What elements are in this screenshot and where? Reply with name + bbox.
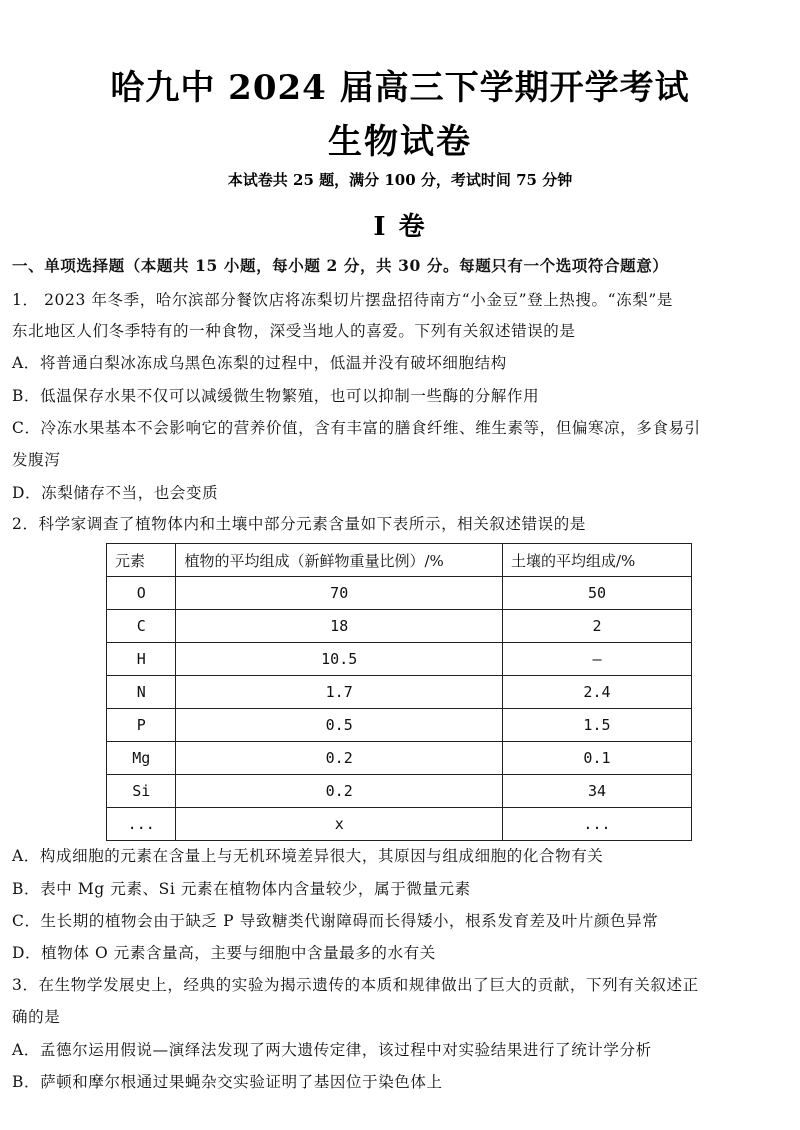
table-cell: H: [107, 643, 176, 676]
exam-info: 本试卷共 25 题，满分 100 分，考试时间 75 分钟: [227, 171, 573, 189]
table-cell: 0.2: [176, 775, 503, 808]
header-element: 元素: [107, 544, 176, 577]
table-cell: 2: [502, 610, 691, 643]
table-cell: 0.2: [176, 742, 503, 775]
q3-option-a: A．孟德尔运用假说—演绎法发现了两大遗传定律，该过程中对实验结果进行了统计学分析: [12, 1041, 652, 1059]
header-plant: 植物的平均组成（新鲜物重量比例）/%: [176, 544, 503, 577]
q1-stem-line2: 东北地区人们冬季特有的一种食物，深受当地人的喜爱。下列有关叙述错误的是: [12, 322, 576, 340]
q1-stem-line1: 1． 2023 年冬季，哈尔滨部分餐饮店将冻梨切片摆盘招待南方“小金豆”登上热搜。“冻梨”是: [12, 291, 673, 309]
q1-option-a: A．将普通白梨冰冻成乌黑色冻梨的过程中，低温并没有破坏细胞结构: [12, 354, 507, 372]
table-cell: C: [107, 610, 176, 643]
element-content-table: [106, 543, 692, 841]
table-row: [107, 577, 692, 610]
table-row: [107, 709, 692, 742]
q1-option-c-line1: C．冷冻水果基本不会影响它的营养价值，含有丰富的膳食纤维、维生素等，但偏寒凉，多食易引: [12, 419, 701, 437]
table-cell: 50: [502, 577, 691, 610]
table-row: [107, 643, 692, 676]
table-cell: 0.5: [176, 709, 503, 742]
table-cell: Si: [107, 775, 176, 808]
table-cell: ...: [502, 808, 691, 841]
q2-option-b: B．表中 Mg 元素、Si 元素在植物体内含量较少，属于微量元素: [12, 880, 471, 898]
table-cell: 1.5: [502, 709, 691, 742]
q2-stem: 2．科学家调查了植物体内和土壤中部分元素含量如下表所示，相关叙述错误的是: [12, 515, 586, 533]
table-cell: N: [107, 676, 176, 709]
table-cell: 70: [176, 577, 503, 610]
table-cell: O: [107, 577, 176, 610]
q3-stem-line2: 确的是: [12, 1008, 61, 1026]
q2-option-a: A．构成细胞的元素在含量上与无机环境差异很大，其原因与组成细胞的化合物有关: [12, 847, 604, 865]
q1-option-c-line2: 发腹泻: [12, 451, 61, 469]
table-row: [107, 808, 692, 841]
table-cell: 34: [502, 775, 691, 808]
q2-option-c: C．生长期的植物会由于缺乏 P 导致糖类代谢障碍而长得矮小，根系发育差及叶片颜色异常: [12, 912, 659, 930]
table-row: [107, 742, 692, 775]
q1-option-d: D．冻梨储存不当，也会变质: [12, 484, 219, 502]
exam-title: 哈九中 2024 届高三下学期开学考试: [110, 68, 690, 108]
table-cell: P: [107, 709, 176, 742]
table-cell: 1.7: [176, 676, 503, 709]
subject-title: 生物试卷: [328, 122, 472, 162]
volume-heading: I 卷: [373, 212, 427, 242]
table-cell: x: [176, 808, 503, 841]
q2-option-d: D．植物体 O 元素含量高，主要与细胞中含量最多的水有关: [12, 944, 436, 962]
table-cell: Mg: [107, 742, 176, 775]
table-row: [107, 610, 692, 643]
header-soil: 土壤的平均组成/%: [502, 544, 691, 577]
table-cell: ...: [107, 808, 176, 841]
q3-option-b: B．萨顿和摩尔根通过果蝇杂交实验证明了基因位于染色体上: [12, 1073, 443, 1091]
table-cell: 0.1: [502, 742, 691, 775]
table-row: [107, 676, 692, 709]
table-cell: 18: [176, 610, 503, 643]
table-cell: —: [502, 643, 691, 676]
table-cell: 10.5: [176, 643, 503, 676]
section-heading: 一、单项选择题（本题共 15 小题，每小题 2 分，共 30 分。每题只有一个选项符合题意）: [12, 256, 669, 275]
table-row: [107, 775, 692, 808]
table-header-row: [107, 544, 692, 577]
q3-stem-line1: 3．在生物学发展史上，经典的实验为揭示遗传的本质和规律做出了巨大的贡献，下列有关叙述正: [12, 976, 699, 994]
q1-option-b: B．低温保存水果不仅可以减缓微生物繁殖，也可以抑制一些酶的分解作用: [12, 387, 540, 405]
table-cell: 2.4: [502, 676, 691, 709]
